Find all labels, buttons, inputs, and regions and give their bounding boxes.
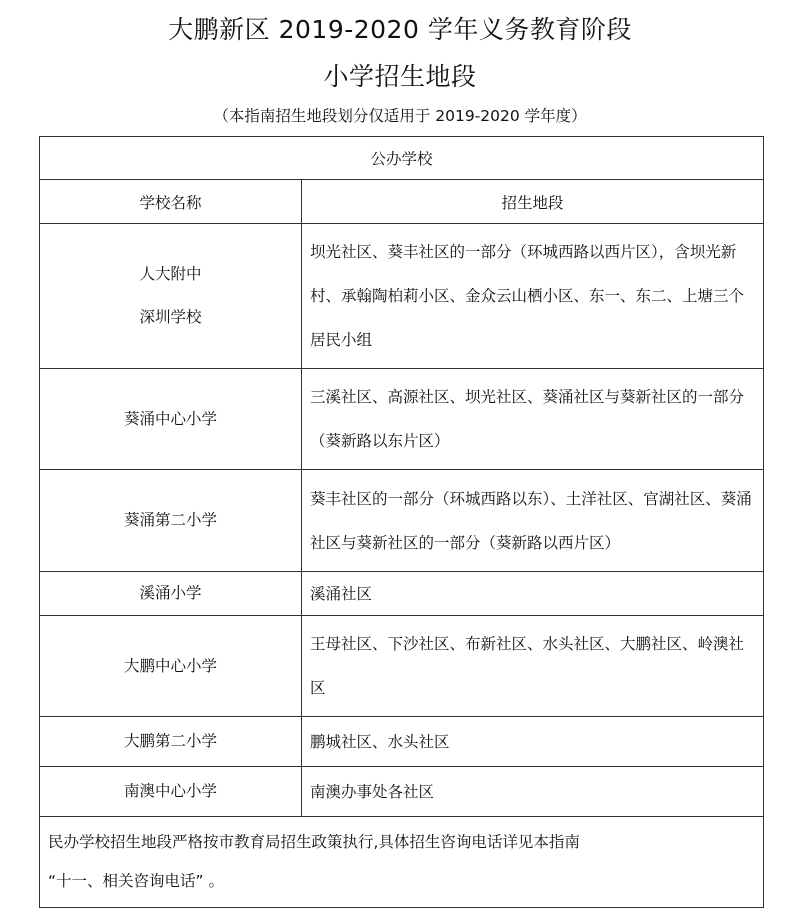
enrollment-zone-cell: 鹏城社区、水头社区 — [302, 717, 764, 767]
table-row — [40, 470, 764, 572]
school-name-cell: 大鹏中心小学 — [40, 616, 302, 717]
column-header-school-name: 学校名称 — [40, 180, 302, 224]
school-name-cell — [40, 224, 302, 369]
table-row — [40, 616, 764, 717]
table-row — [40, 369, 764, 470]
enrollment-zone-cell: 葵丰社区的一部分（环城西路以东）、土洋社区、官湖社区、葵涌社区与葵新社区的一部分（葵新路以西片区） — [302, 470, 764, 572]
enrollment-zone-cell: 坝光社区、葵丰社区的一部分（环城西路以西片区），含坝光新村、承翰陶柏莉小区、金众云山栖小区、东一、东二、上塘三个居民小组 — [302, 224, 764, 369]
enrollment-zone-cell: 溪涌社区 — [302, 572, 764, 616]
applicability-note: （本指南招生地段划分仅适用于 2019-2020 学年度） — [213, 107, 587, 125]
enrollment-zone-cell: 南澳办事处各社区 — [302, 767, 764, 817]
school-name-cell: 葵涌中心小学 — [40, 369, 302, 470]
private-school-note-line: “十一、相关咨询电话” 。 — [48, 872, 224, 890]
page-subtitle-heading: 小学招生地段 — [323, 62, 477, 91]
page-title: 大鹏新区 2019-2020 学年义务教育阶段 — [168, 15, 632, 44]
table-row — [40, 717, 764, 767]
school-name-cell: 葵涌第二小学 — [40, 470, 302, 572]
table-row — [40, 224, 764, 369]
table-row — [40, 767, 764, 817]
school-name-cell: 南澳中心小学 — [40, 767, 302, 817]
section-title-public-schools: 公办学校 — [40, 137, 764, 180]
enrollment-zone-cell: 三溪社区、高源社区、坝光社区、葵涌社区与葵新社区的一部分（葵新路以东片区） — [302, 369, 764, 470]
school-name-cell: 溪涌小学 — [40, 572, 302, 616]
school-name-line: 深圳学校 — [139, 308, 202, 326]
school-name-line: 人大附中 — [139, 265, 202, 283]
column-header-enrollment-zone: 招生地段 — [302, 180, 764, 224]
enrollment-zone-cell: 王母社区、下沙社区、布新社区、水头社区、大鹏社区、岭澳社区 — [302, 616, 764, 717]
private-school-note — [40, 817, 764, 908]
enrollment-zone-table — [39, 136, 764, 908]
school-name-cell: 大鹏第二小学 — [40, 717, 302, 767]
private-school-note-line: 民办学校招生地段严格按市教育局招生政策执行,具体招生咨询电话详见本指南 — [48, 833, 580, 851]
table-row — [40, 572, 764, 616]
